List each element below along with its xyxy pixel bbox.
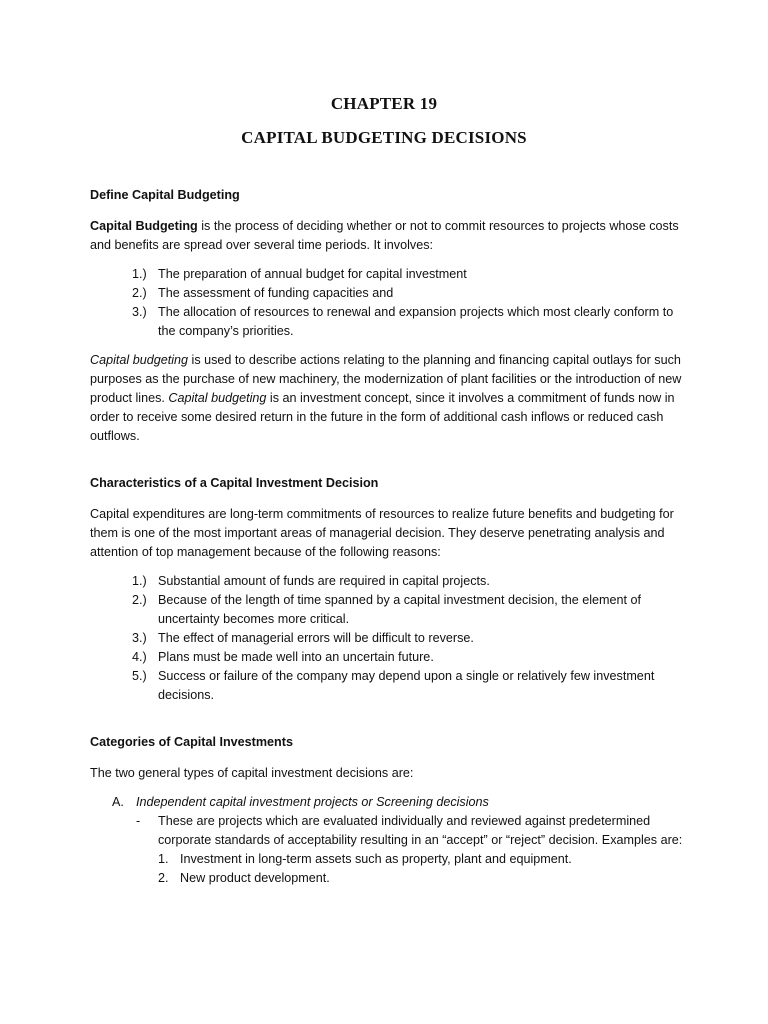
list-number: 5.) — [132, 669, 147, 683]
list-number: 2.) — [132, 593, 147, 607]
define-paragraph-1-text: is the process of deciding whether or not to commit resources to projects whose costs and benefits are spread over several time periods. It involves: — [90, 219, 679, 252]
list-number: 1. — [158, 852, 169, 866]
category-description-text: These are projects which are evaluated individually and reviewed against predetermined corporate standards of acceptability resulting in an “accept” or “reject” decision. Examples are: — [158, 814, 683, 847]
document-body — [90, 186, 690, 888]
examples-list — [90, 850, 690, 888]
chapter-title: CAPITAL BUDGETING DECISIONS — [241, 128, 527, 147]
list-item-text: Substantial amount of funds are required in capital projects. — [158, 574, 490, 588]
category-a-description — [90, 812, 690, 850]
dash-bullet: - — [136, 814, 141, 828]
list-item — [90, 303, 690, 341]
category-title: Independent capital investment projects or Screening decisions — [136, 795, 489, 809]
list-number: 1.) — [132, 267, 147, 281]
chapter-number: CHAPTER 19 — [330, 94, 438, 113]
define-paragraph-1 — [90, 217, 690, 255]
define-paragraph-2-end: is an investment concept, since it involves a commitment of funds now in order to receive some desired return in the future in the form of additional cash inflows or reduced cash outflows. — [90, 391, 675, 443]
list-item-text: The assessment of funding capacities and — [158, 286, 394, 300]
list-item-text: New product development. — [180, 871, 330, 885]
list-item-text: The preparation of annual budget for capital investment — [158, 267, 467, 281]
characteristics-list — [90, 572, 690, 705]
list-item — [90, 284, 690, 303]
list-item — [90, 869, 690, 888]
categories-intro: The two general types of capital investment decisions are: — [90, 766, 414, 780]
list-item — [90, 265, 690, 284]
list-number: 3.) — [132, 631, 147, 645]
section-heading-characteristics: Characteristics of a Capital Investment Decision — [90, 476, 379, 490]
list-item — [90, 629, 690, 648]
list-item — [90, 591, 690, 629]
list-item-text: Because of the length of time spanned by a capital investment decision, the element of uncertainty becomes more critical. — [158, 593, 642, 626]
term-italic: Capital budgeting — [168, 391, 267, 405]
list-number: 3.) — [132, 305, 147, 319]
list-number: 1.) — [132, 574, 147, 588]
list-item-text: The allocation of resources to renewal and expansion projects which most clearly conform to the company’s priorities. — [158, 305, 674, 338]
category-a — [90, 793, 690, 812]
list-item-text: Plans must be made well into an uncertain future. — [158, 650, 434, 664]
define-list — [90, 265, 690, 341]
list-item-text: Investment in long-term assets such as property, plant and equipment. — [180, 852, 572, 866]
list-item — [90, 648, 690, 667]
list-number: 4.) — [132, 650, 147, 664]
list-item-text: Success or failure of the company may depend upon a single or relatively few investment decisions. — [158, 669, 655, 702]
define-paragraph-2 — [90, 351, 690, 446]
section-heading-categories: Categories of Capital Investments — [90, 735, 293, 749]
characteristics-paragraph: Capital expenditures are long-term commitments of resources to realize future benefits and budgeting for them is one of the most important areas of managerial decision. They deserve penetrating analysis and attention of top management because of the following reasons: — [90, 507, 674, 559]
list-item — [90, 667, 690, 705]
define-paragraph-2-text: is used to describe actions relating to the planning and financing capital outlays for such purposes as the purchase of new machinery, the modernization of plant facilities or the introduction of new product lines. — [90, 353, 682, 405]
list-item — [90, 850, 690, 869]
section-heading-define: Define Capital Budgeting — [90, 188, 240, 202]
term-italic: Capital budgeting — [90, 353, 189, 367]
list-number: 2. — [158, 871, 169, 885]
list-item — [90, 572, 690, 591]
category-label: A. — [112, 795, 124, 809]
list-item-text: The effect of managerial errors will be difficult to reverse. — [158, 631, 474, 645]
term-capital-budgeting: Capital Budgeting — [90, 219, 198, 233]
list-number: 2.) — [132, 286, 147, 300]
